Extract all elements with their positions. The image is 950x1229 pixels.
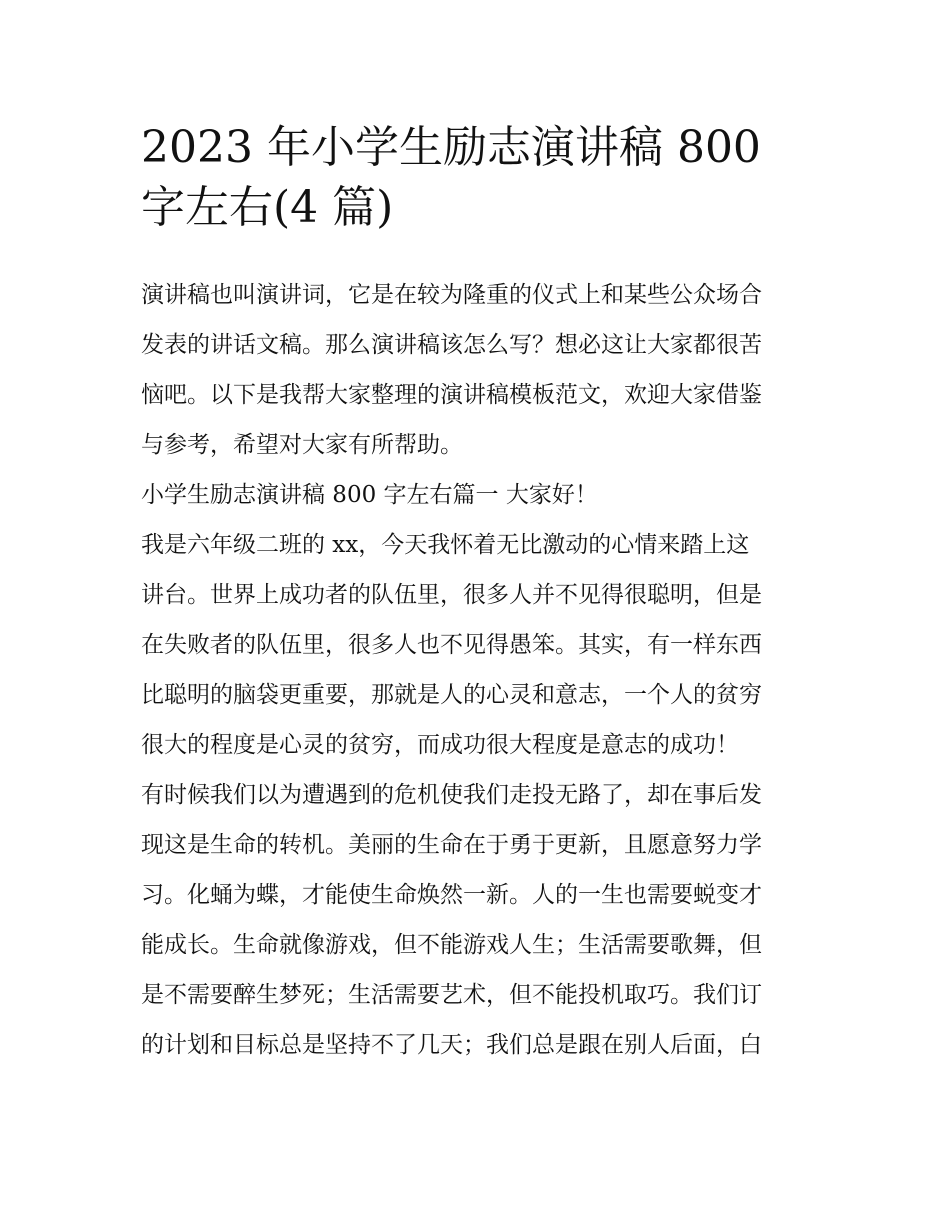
paragraph-line: 发表的讲话文稿。那么演讲稿该怎么写？想必这让大家都很苦 (141, 332, 762, 358)
document-title (141, 118, 813, 238)
paragraph-line: 是不需要醉生梦死；生活需要艺术，但不能投机取巧。我们订 (141, 982, 762, 1008)
paragraph-speech-2 (141, 770, 813, 1070)
paragraph-line: 在失败者的队伍里，很多人也不见得愚笨。其实，有一样东西 (141, 632, 762, 658)
paragraph-line: 现这是生命的转机。美丽的生命在于勇于更新，且愿意努力学 (141, 832, 762, 858)
document-page (141, 118, 813, 1070)
title-line: 字左右(4 篇) (141, 182, 394, 233)
paragraph-line: 小学生励志演讲稿 800 字左右篇一 大家好！ (141, 482, 598, 508)
paragraph-line: 我是六年级二班的 xx，今天我怀着无比激动的心情来踏上这 (141, 532, 750, 558)
paragraph-line: 很大的程度是心灵的贫穷，而成功很大程度是意志的成功！ (141, 732, 739, 758)
title-line: 2023 年小学生励志演讲稿 800 (141, 122, 761, 173)
paragraph-line: 与参考，希望对大家有所帮助。 (141, 432, 463, 458)
document-body (141, 270, 813, 1070)
paragraph-section-heading (141, 470, 813, 520)
paragraph-line: 有时候我们以为遭遇到的危机使我们走投无路了，却在事后发 (141, 782, 762, 808)
paragraph-line: 习。化蛹为蝶，才能使生命焕然一新。人的一生也需要蜕变才 (141, 882, 762, 908)
paragraph-line: 能成长。生命就像游戏，但不能游戏人生；生活需要歌舞，但 (141, 932, 762, 958)
paragraph-line: 的计划和目标总是坚持不了几天；我们总是跟在别人后面，白 (141, 1032, 762, 1058)
paragraph-speech-1 (141, 520, 813, 770)
paragraph-line: 讲台。世界上成功者的队伍里，很多人并不见得很聪明，但是 (141, 582, 762, 608)
paragraph-line: 恼吧。以下是我帮大家整理的演讲稿模板范文，欢迎大家借鉴 (141, 382, 762, 408)
paragraph-line: 比聪明的脑袋更重要，那就是人的心灵和意志，一个人的贫穷 (141, 682, 762, 708)
paragraph-line: 演讲稿也叫演讲词，它是在较为隆重的仪式上和某些公众场合 (141, 282, 762, 308)
paragraph-intro (141, 270, 813, 470)
